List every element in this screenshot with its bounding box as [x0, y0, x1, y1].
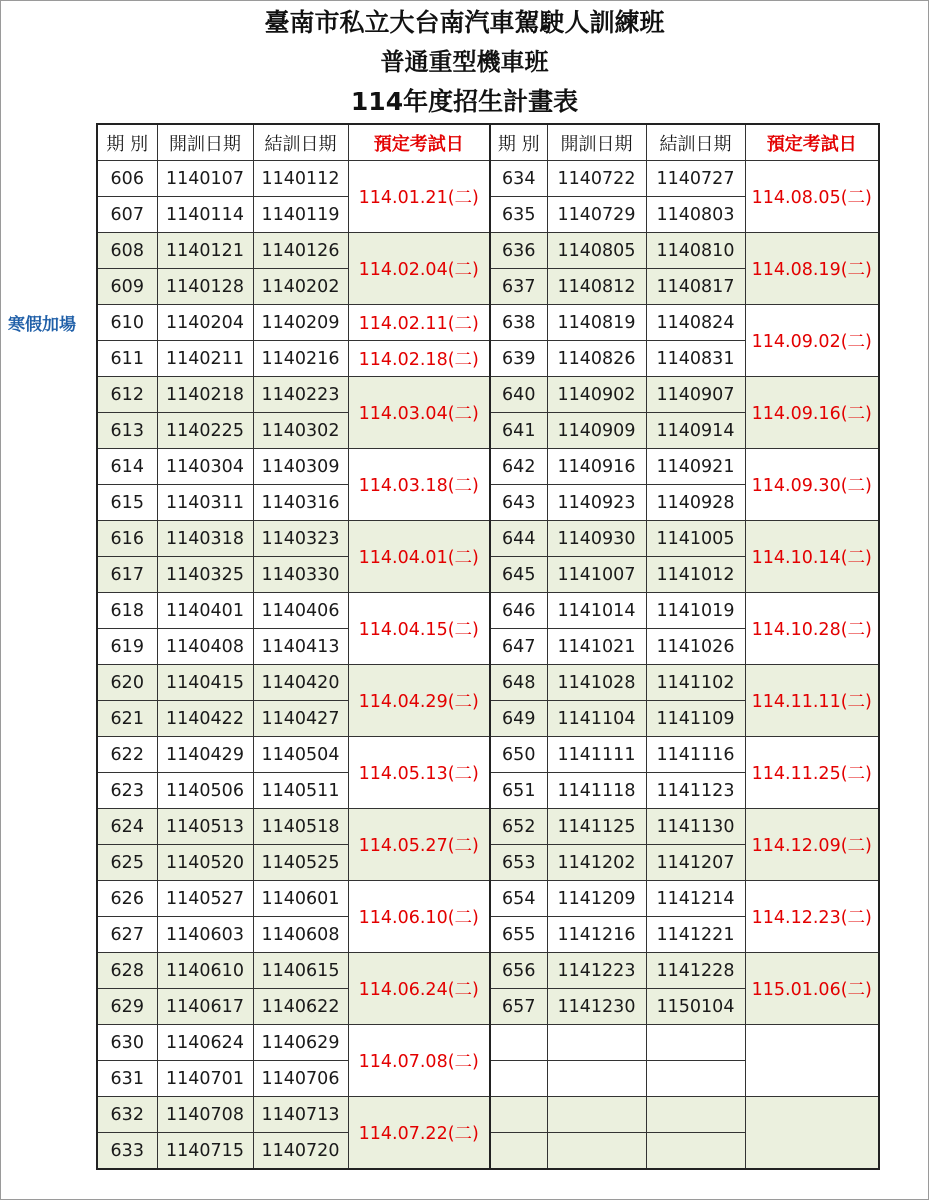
left-term-cell: 629 — [97, 989, 157, 1025]
left-end-date-cell: 1140209 — [253, 305, 348, 341]
table-row — [97, 953, 879, 989]
left-start-date-cell: 1140603 — [157, 917, 253, 953]
left-end-date-cell: 1140608 — [253, 917, 348, 953]
right-exam-date-cell: 114.09.16(二) — [745, 377, 879, 449]
title-block — [0, 6, 929, 122]
left-end-date-cell: 1140511 — [253, 773, 348, 809]
left-end-date-cell: 1140330 — [253, 557, 348, 593]
right-start-date-cell: 1141021 — [547, 629, 646, 665]
left-start-date-cell: 1140204 — [157, 305, 253, 341]
right-start-date-cell: 1141111 — [547, 737, 646, 773]
left-exam-date-cell: 114.04.01(二) — [348, 521, 490, 593]
right-term-cell: 637 — [490, 269, 547, 305]
right-end-date-cell: 1140921 — [646, 449, 745, 485]
left-end-date-cell: 1140629 — [253, 1025, 348, 1061]
table-row — [97, 737, 879, 773]
right-end-date-cell: 1141221 — [646, 917, 745, 953]
left-end-date-cell: 1140216 — [253, 341, 348, 377]
left-term-cell: 617 — [97, 557, 157, 593]
left-start-date-cell: 1140624 — [157, 1025, 253, 1061]
left-start-date-cell: 1140401 — [157, 593, 253, 629]
right-start-date-cell: 1141230 — [547, 989, 646, 1025]
left-start-date-cell: 1140617 — [157, 989, 253, 1025]
left-start-date-cell: 1140218 — [157, 377, 253, 413]
left-end-date-cell: 1140720 — [253, 1133, 348, 1170]
right-end-date-cell: 1141228 — [646, 953, 745, 989]
right-end-date-cell: 1141109 — [646, 701, 745, 737]
left-end-date-cell: 1140615 — [253, 953, 348, 989]
left-end-date-cell: 1140223 — [253, 377, 348, 413]
left-start-date-cell: 1140701 — [157, 1061, 253, 1097]
right-end-date-cell: 1141130 — [646, 809, 745, 845]
left-start-date-cell: 1140121 — [157, 233, 253, 269]
left-term-cell: 621 — [97, 701, 157, 737]
left-start-date-cell: 1140415 — [157, 665, 253, 701]
left-start-date-cell: 1140225 — [157, 413, 253, 449]
right-start-date-cell: 1141216 — [547, 917, 646, 953]
right-start-date-cell: 1140930 — [547, 521, 646, 557]
right-start-date-cell — [547, 1133, 646, 1170]
right-term-cell: 638 — [490, 305, 547, 341]
right-exam-date-cell: 114.09.30(二) — [745, 449, 879, 521]
left-term-cell: 633 — [97, 1133, 157, 1170]
right-end-date-cell: 1140817 — [646, 269, 745, 305]
right-end-date-cell: 1141207 — [646, 845, 745, 881]
right-end-date-cell: 1141026 — [646, 629, 745, 665]
left-end-date-cell: 1140525 — [253, 845, 348, 881]
right-term-cell: 640 — [490, 377, 547, 413]
table-row — [97, 593, 879, 629]
left-end-date-cell: 1140706 — [253, 1061, 348, 1097]
right-end-date-cell: 1140831 — [646, 341, 745, 377]
right-start-date-cell: 1140916 — [547, 449, 646, 485]
left-exam-date-cell: 114.07.22(二) — [348, 1097, 490, 1170]
right-term-cell: 654 — [490, 881, 547, 917]
left-exam-date-cell: 114.02.04(二) — [348, 233, 490, 305]
right-exam-date-cell: 114.12.23(二) — [745, 881, 879, 953]
left-start-date-cell: 1140715 — [157, 1133, 253, 1170]
right-end-date-cell: 1141214 — [646, 881, 745, 917]
table-row — [97, 1025, 879, 1061]
right-start-date-cell: 1140923 — [547, 485, 646, 521]
left-end-date-cell: 1140601 — [253, 881, 348, 917]
right-term-cell: 647 — [490, 629, 547, 665]
left-end-date-cell: 1140316 — [253, 485, 348, 521]
table-row — [97, 305, 879, 341]
left-term-cell: 612 — [97, 377, 157, 413]
left-start-date-cell: 1140527 — [157, 881, 253, 917]
left-exam-date-cell: 114.04.29(二) — [348, 665, 490, 737]
right-term-cell: 648 — [490, 665, 547, 701]
left-end-date-cell: 1140622 — [253, 989, 348, 1025]
left-term-cell: 608 — [97, 233, 157, 269]
left-term-cell: 627 — [97, 917, 157, 953]
left-end-date-cell: 1140504 — [253, 737, 348, 773]
left-start-date-cell: 1140304 — [157, 449, 253, 485]
left-exam-date-cell: 114.03.04(二) — [348, 377, 490, 449]
right-start-date-cell: 1141125 — [547, 809, 646, 845]
right-start-date-cell: 1140909 — [547, 413, 646, 449]
right-end-date-cell — [646, 1025, 745, 1061]
right-term-cell: 636 — [490, 233, 547, 269]
table-row — [97, 233, 879, 269]
left-term-cell: 619 — [97, 629, 157, 665]
left-term-cell: 625 — [97, 845, 157, 881]
table-row — [97, 809, 879, 845]
right-start-date-cell: 1141028 — [547, 665, 646, 701]
left-end-date-cell: 1140518 — [253, 809, 348, 845]
left-start-date-cell: 1140708 — [157, 1097, 253, 1133]
left-end-date-cell: 1140406 — [253, 593, 348, 629]
left-start-date-cell: 1140114 — [157, 197, 253, 233]
right-exam-date-cell: 114.09.02(二) — [745, 305, 879, 377]
right-start-date-cell: 1140729 — [547, 197, 646, 233]
right-start-date-cell: 1140826 — [547, 341, 646, 377]
table-row — [97, 881, 879, 917]
right-end-date-cell: 1141123 — [646, 773, 745, 809]
right-exam-date-cell: 114.10.14(二) — [745, 521, 879, 593]
right-end-date-cell: 1141005 — [646, 521, 745, 557]
right-end-date-cell — [646, 1097, 745, 1133]
left-start-date-cell: 1140408 — [157, 629, 253, 665]
header-row — [97, 124, 879, 161]
header-exam-right: 預定考試日 — [745, 124, 879, 161]
right-term-cell — [490, 1097, 547, 1133]
right-exam-date-cell: 114.12.09(二) — [745, 809, 879, 881]
header-end-left: 結訓日期 — [253, 124, 348, 161]
right-end-date-cell: 1140907 — [646, 377, 745, 413]
left-term-cell: 623 — [97, 773, 157, 809]
left-exam-date-cell: 114.02.18(二) — [348, 341, 490, 377]
right-exam-date-cell — [745, 1097, 879, 1170]
right-end-date-cell: 1140914 — [646, 413, 745, 449]
right-start-date-cell: 1140805 — [547, 233, 646, 269]
right-exam-date-cell: 114.11.11(二) — [745, 665, 879, 737]
left-term-cell: 606 — [97, 161, 157, 197]
left-term-cell: 614 — [97, 449, 157, 485]
right-term-cell: 650 — [490, 737, 547, 773]
left-end-date-cell: 1140323 — [253, 521, 348, 557]
left-end-date-cell: 1140112 — [253, 161, 348, 197]
right-start-date-cell: 1140812 — [547, 269, 646, 305]
left-exam-date-cell: 114.06.24(二) — [348, 953, 490, 1025]
header-start-left: 開訓日期 — [157, 124, 253, 161]
course-title: 普通重型機車班 — [380, 48, 549, 76]
left-term-cell: 620 — [97, 665, 157, 701]
left-term-cell: 613 — [97, 413, 157, 449]
left-term-cell: 622 — [97, 737, 157, 773]
right-term-cell: 634 — [490, 161, 547, 197]
right-start-date-cell: 1141007 — [547, 557, 646, 593]
right-term-cell: 644 — [490, 521, 547, 557]
right-term-cell: 652 — [490, 809, 547, 845]
header-term-right: 期 別 — [490, 124, 547, 161]
schedule-table — [96, 123, 880, 1170]
left-end-date-cell: 1140420 — [253, 665, 348, 701]
table-row — [97, 377, 879, 413]
table-row — [97, 161, 879, 197]
right-term-cell: 635 — [490, 197, 547, 233]
right-term-cell: 642 — [490, 449, 547, 485]
header-term-left: 期 別 — [97, 124, 157, 161]
right-exam-date-cell: 114.08.19(二) — [745, 233, 879, 305]
right-start-date-cell: 1141014 — [547, 593, 646, 629]
left-term-cell: 615 — [97, 485, 157, 521]
left-term-cell: 610 — [97, 305, 157, 341]
right-end-date-cell: 1140824 — [646, 305, 745, 341]
left-start-date-cell: 1140325 — [157, 557, 253, 593]
right-term-cell: 651 — [490, 773, 547, 809]
left-exam-date-cell: 114.06.10(二) — [348, 881, 490, 953]
right-end-date-cell: 1141019 — [646, 593, 745, 629]
right-start-date-cell — [547, 1025, 646, 1061]
left-start-date-cell: 1140422 — [157, 701, 253, 737]
right-start-date-cell: 1140722 — [547, 161, 646, 197]
left-start-date-cell: 1140513 — [157, 809, 253, 845]
header-start-right: 開訓日期 — [547, 124, 646, 161]
left-term-cell: 632 — [97, 1097, 157, 1133]
left-term-cell: 616 — [97, 521, 157, 557]
right-term-cell: 656 — [490, 953, 547, 989]
right-start-date-cell: 1140902 — [547, 377, 646, 413]
left-end-date-cell: 1140309 — [253, 449, 348, 485]
left-term-cell: 631 — [97, 1061, 157, 1097]
left-term-cell: 630 — [97, 1025, 157, 1061]
right-start-date-cell: 1141104 — [547, 701, 646, 737]
right-start-date-cell: 1141118 — [547, 773, 646, 809]
left-exam-date-cell: 114.07.08(二) — [348, 1025, 490, 1097]
right-end-date-cell: 1141116 — [646, 737, 745, 773]
header-end-right: 結訓日期 — [646, 124, 745, 161]
right-end-date-cell: 1150104 — [646, 989, 745, 1025]
table-row — [97, 1097, 879, 1133]
right-start-date-cell: 1141202 — [547, 845, 646, 881]
school-name-title: 臺南市私立大台南汽車駕駛人訓練班 — [264, 8, 665, 37]
table-row — [97, 521, 879, 557]
right-term-cell: 639 — [490, 341, 547, 377]
left-end-date-cell: 1140126 — [253, 233, 348, 269]
right-exam-date-cell: 114.11.25(二) — [745, 737, 879, 809]
right-exam-date-cell: 115.01.06(二) — [745, 953, 879, 1025]
right-end-date-cell: 1141102 — [646, 665, 745, 701]
left-exam-date-cell: 114.05.13(二) — [348, 737, 490, 809]
left-term-cell: 618 — [97, 593, 157, 629]
right-term-cell — [490, 1133, 547, 1170]
right-term-cell: 641 — [490, 413, 547, 449]
left-term-cell: 607 — [97, 197, 157, 233]
left-start-date-cell: 1140506 — [157, 773, 253, 809]
right-start-date-cell: 1141209 — [547, 881, 646, 917]
header-exam-left: 預定考試日 — [348, 124, 490, 161]
winter-extra-note: 寒假加場 — [8, 315, 76, 335]
left-exam-date-cell: 114.02.11(二) — [348, 305, 490, 341]
right-term-cell: 646 — [490, 593, 547, 629]
right-start-date-cell — [547, 1097, 646, 1133]
left-start-date-cell: 1140211 — [157, 341, 253, 377]
left-term-cell: 624 — [97, 809, 157, 845]
left-start-date-cell: 1140610 — [157, 953, 253, 989]
right-term-cell — [490, 1061, 547, 1097]
left-exam-date-cell: 114.05.27(二) — [348, 809, 490, 881]
right-term-cell: 653 — [490, 845, 547, 881]
left-start-date-cell: 1140107 — [157, 161, 253, 197]
right-term-cell: 645 — [490, 557, 547, 593]
left-start-date-cell: 1140311 — [157, 485, 253, 521]
right-end-date-cell — [646, 1133, 745, 1170]
right-end-date-cell: 1140810 — [646, 233, 745, 269]
right-term-cell: 643 — [490, 485, 547, 521]
plan-title: 114年度招生計畫表 — [350, 87, 579, 116]
left-end-date-cell: 1140413 — [253, 629, 348, 665]
left-start-date-cell: 1140429 — [157, 737, 253, 773]
right-term-cell: 649 — [490, 701, 547, 737]
right-start-date-cell: 1141223 — [547, 953, 646, 989]
right-start-date-cell: 1140819 — [547, 305, 646, 341]
table-row — [97, 449, 879, 485]
left-end-date-cell: 1140302 — [253, 413, 348, 449]
left-term-cell: 609 — [97, 269, 157, 305]
left-term-cell: 628 — [97, 953, 157, 989]
left-end-date-cell: 1140119 — [253, 197, 348, 233]
left-end-date-cell: 1140427 — [253, 701, 348, 737]
left-end-date-cell: 1140713 — [253, 1097, 348, 1133]
right-end-date-cell: 1140727 — [646, 161, 745, 197]
left-exam-date-cell: 114.03.18(二) — [348, 449, 490, 521]
right-term-cell: 657 — [490, 989, 547, 1025]
right-term-cell: 655 — [490, 917, 547, 953]
left-start-date-cell: 1140128 — [157, 269, 253, 305]
left-start-date-cell: 1140318 — [157, 521, 253, 557]
right-exam-date-cell: 114.10.28(二) — [745, 593, 879, 665]
left-start-date-cell: 1140520 — [157, 845, 253, 881]
left-end-date-cell: 1140202 — [253, 269, 348, 305]
schedule-body — [97, 161, 879, 1170]
right-term-cell — [490, 1025, 547, 1061]
table-row — [97, 665, 879, 701]
left-term-cell: 611 — [97, 341, 157, 377]
right-end-date-cell — [646, 1061, 745, 1097]
left-term-cell: 626 — [97, 881, 157, 917]
left-exam-date-cell: 114.04.15(二) — [348, 593, 490, 665]
left-exam-date-cell: 114.01.21(二) — [348, 161, 490, 233]
right-end-date-cell: 1140928 — [646, 485, 745, 521]
right-exam-date-cell: 114.08.05(二) — [745, 161, 879, 233]
right-start-date-cell — [547, 1061, 646, 1097]
right-end-date-cell: 1141012 — [646, 557, 745, 593]
right-exam-date-cell — [745, 1025, 879, 1097]
right-end-date-cell: 1140803 — [646, 197, 745, 233]
